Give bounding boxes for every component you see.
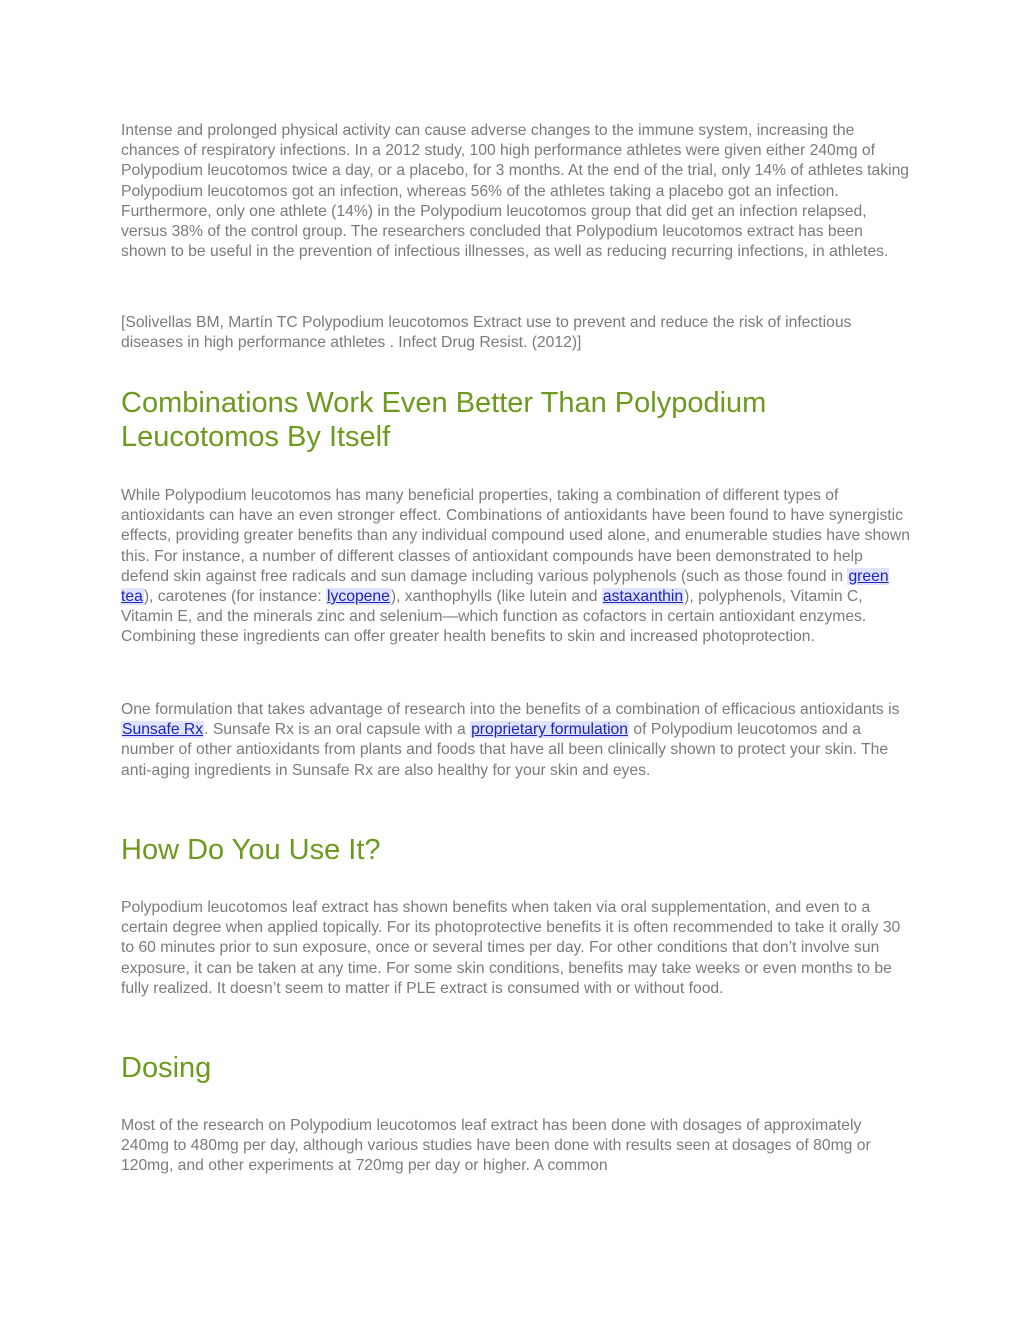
link-sunsafe-rx[interactable]: Sunsafe Rx [122,721,204,739]
paragraph-athletes-study: Intense and prolonged physical activity can cause adverse changes to the immune system, increasing the chances of respiratory infections. In a 2012 study, 100 high performance athletes were given either 240mg of Polypodium leucotomos twice a day, or a placebo, for 3 months. At the end of the trial, only 14% of athletes taking Polypodium leucotomos got an infection, whereas 56% of the athletes taking a placebo got an infection. Furthermore, only one athlete (14%) in the Polypodium leucotomos group that did get an infection relapsed, versus 38% of the control group. The researchers concluded that Polypodium leucotomos extract has been shown to be useful in the prevention of infectious illnesses, as well as reducing recurring infections, in athletes. [121,122,910,261]
heading-combinations: Combinations Work Even Better Than Polypodium Leucotomos By Itself [121,387,767,453]
paragraph-combinations [121,486,911,648]
paragraph-text: ), xanthophylls (like lutein and [390,588,602,606]
heading-how-to-use: How Do You Use It? [121,834,381,866]
link-lycopene[interactable]: lycopene [327,588,390,606]
link-astaxanthin[interactable]: astaxanthin [602,588,684,606]
link-green-tea[interactable]: green tea [121,567,889,606]
heading-dosing: Dosing [121,1052,212,1084]
paragraph-text: One formulation that takes advantage of research into the benefits of a combination of efficacious antioxidants is [121,701,900,718]
paragraph-text: ), polyphenols, Vitamin C, Vitamin E, and the minerals zinc and selenium—which function as cofactors in certain antioxidant enzymes. Combining these ingredients can offer greater health benefits to skin and increased photoprotection. [121,588,867,646]
paragraph-text: . Sunsafe Rx is an oral capsule with a [204,721,471,739]
paragraph-dosing: Most of the research on Polypodium leucotomos leaf extract has been done with dosages of approximately 240mg to 480mg per day, although various studies have been done with results seen at dosages of 80mg or 120mg, and other experiments at 720mg per day or higher. A common [121,1117,871,1175]
link-proprietary-formulation[interactable]: proprietary formulation [471,721,629,739]
paragraph-usage: Polypodium leucotomos leaf extract has shown benefits when taken via oral supplementation, and even to a certain degree when applied topically. For its photoprotective benefits it is often recommended to take it orally 30 to 60 minutes prior to sun exposure, once or several times per day. For other conditions that don’t involve sun exposure, it can be taken at any time. For some skin conditions, benefits may take weeks or even months to be fully realized. It doesn’t seem to matter if PLE extract is consumed with or without food. [121,899,901,997]
paragraph-text: of Polypodium leucotomos and a number of other antioxidants from plants and foods that have all been clinically shown to protect your skin. The anti-aging ingredients in Sunsafe Rx are also healthy for your skin and eyes. [121,721,889,779]
paragraph-text: ), carotenes (for instance: [143,588,327,606]
paragraph-sunsafe [121,700,911,781]
citation-paragraph: [Solivellas BM, Martín TC Polypodium leucotomos Extract use to prevent and reduce the risk of infectious diseases in high performance athletes . Infect Drug Resist. (2012)] [121,314,852,352]
paragraph-text: While Polypodium leucotomos has many beneficial properties, taking a combination of different types of antioxidants can have an even stronger effect. Combinations of antioxidants have been found to have synergistic effects, providing greater benefits than any individual compound used alone, and enumerable studies have shown this. For instance, a number of different classes of antioxidant compounds have been demonstrated to help defend skin against free radicals and sun damage including various polyphenols (such as those found in [121,487,910,585]
